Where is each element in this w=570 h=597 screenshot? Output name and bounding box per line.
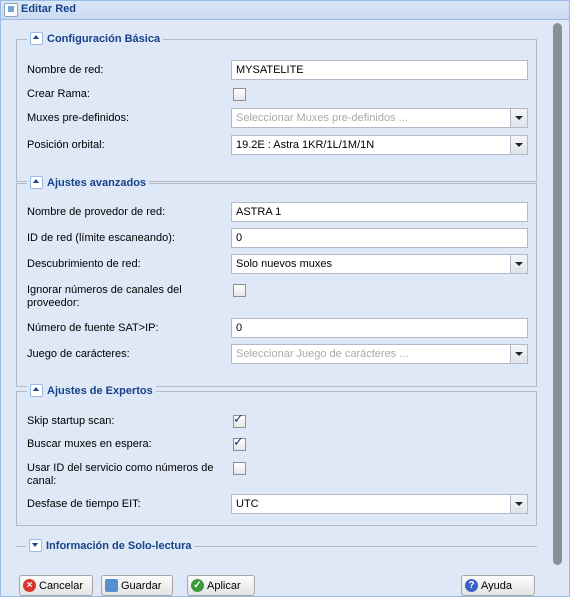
expert-settings-title: Ajustes de Expertos bbox=[47, 384, 153, 397]
save-button[interactable] bbox=[101, 575, 173, 596]
expand-down-icon[interactable] bbox=[29, 539, 42, 552]
cancel-icon: × bbox=[23, 579, 36, 592]
satip-source-input[interactable]: 0 bbox=[231, 318, 528, 338]
readonly-info-title: Información de Solo-lectura bbox=[46, 539, 192, 552]
save-button-label: Guardar bbox=[121, 579, 162, 592]
discovery-value: Solo nuevos muxes bbox=[236, 258, 332, 270]
advanced-settings-fieldset bbox=[16, 176, 537, 387]
expert-settings-legend bbox=[27, 384, 156, 397]
orbital-position-row bbox=[27, 135, 532, 155]
discovery-label: Descubrimiento de red: bbox=[27, 258, 141, 270]
predefined-muxes-label: Muxes pre-definidos: bbox=[27, 112, 130, 124]
scrollbar[interactable] bbox=[551, 21, 564, 569]
advanced-settings-legend bbox=[27, 176, 149, 189]
cancel-button[interactable] bbox=[19, 575, 93, 596]
skip-startup-scan-checkbox[interactable] bbox=[233, 411, 246, 428]
service-id-channel-label: Usar ID del servicio como números de canal: bbox=[27, 462, 214, 487]
idle-scan-checkbox[interactable] bbox=[233, 434, 246, 451]
checkmark-icon: ✓ bbox=[233, 411, 244, 426]
service-id-channel-checkbox[interactable] bbox=[233, 462, 246, 475]
help-icon: ? bbox=[465, 579, 478, 592]
predefined-muxes-combo[interactable] bbox=[231, 108, 528, 128]
charset-placeholder: Seleccionar Juego de carácteres ... bbox=[236, 348, 409, 360]
apply-icon: ✓ bbox=[191, 579, 204, 592]
collapse-up-icon[interactable] bbox=[30, 384, 43, 397]
basic-config-title: Configuración Básica bbox=[47, 32, 161, 45]
ignore-provider-numbers-row bbox=[27, 282, 532, 310]
basic-config-legend bbox=[27, 32, 163, 45]
idle-scan-row bbox=[27, 434, 532, 453]
window-icon bbox=[4, 3, 18, 17]
basic-config-fieldset bbox=[16, 32, 537, 182]
ignore-provider-numbers-checkbox[interactable] bbox=[233, 284, 246, 297]
ignore-provider-numbers-label: Ignorar números de canales del proveedor: bbox=[27, 284, 182, 309]
chevron-down-icon[interactable] bbox=[510, 255, 527, 273]
network-name-label: Nombre de red: bbox=[27, 64, 104, 76]
network-id-label: ID de red (límite escaneando): bbox=[27, 232, 175, 244]
help-button-label: Ayuda bbox=[481, 579, 512, 592]
network-name-row bbox=[27, 60, 532, 80]
satip-source-row bbox=[27, 318, 532, 338]
cancel-button-label: Cancelar bbox=[39, 579, 84, 592]
eit-offset-combo[interactable] bbox=[231, 494, 528, 514]
chevron-down-icon[interactable] bbox=[510, 136, 527, 154]
discovery-combo[interactable] bbox=[231, 254, 528, 274]
predefined-muxes-placeholder: Seleccionar Muxes pre-definidos ... bbox=[236, 112, 408, 124]
expert-settings-fieldset bbox=[16, 384, 537, 526]
readonly-info-legend[interactable] bbox=[26, 539, 194, 552]
satip-source-label: Número de fuente SAT>IP: bbox=[27, 322, 159, 334]
help-button[interactable] bbox=[461, 575, 535, 596]
checkmark-icon: ✓ bbox=[233, 434, 244, 449]
discovery-row bbox=[27, 254, 532, 274]
orbital-position-combo[interactable] bbox=[231, 135, 528, 155]
chevron-down-icon[interactable] bbox=[510, 495, 527, 513]
network-id-input[interactable]: 0 bbox=[231, 228, 528, 248]
chevron-down-icon[interactable] bbox=[510, 109, 527, 127]
charset-row bbox=[27, 344, 532, 364]
eit-offset-label: Desfase de tiempo EIT: bbox=[27, 498, 141, 510]
skip-startup-scan-row bbox=[27, 411, 532, 430]
scrollbar-thumb[interactable] bbox=[553, 23, 562, 565]
advanced-settings-title: Ajustes avanzados bbox=[47, 176, 147, 189]
skip-startup-scan-label: Skip startup scan: bbox=[27, 415, 115, 427]
title-bar bbox=[1, 1, 569, 20]
save-icon bbox=[105, 579, 118, 592]
button-bar bbox=[1, 571, 569, 596]
orbital-position-value: 19.2E : Astra 1KR/1L/1M/1N bbox=[236, 139, 375, 151]
eit-offset-row bbox=[27, 494, 532, 514]
orbital-position-label: Posición orbital: bbox=[27, 139, 105, 151]
charset-label: Juego de carácteres: bbox=[27, 348, 130, 360]
provider-name-row bbox=[27, 202, 532, 222]
network-id-row bbox=[27, 228, 532, 248]
create-branch-row bbox=[27, 86, 532, 102]
apply-button-label: Aplicar bbox=[207, 579, 241, 592]
predefined-muxes-row bbox=[27, 108, 532, 128]
window-title: Editar Red bbox=[21, 3, 77, 15]
collapse-up-icon[interactable] bbox=[30, 32, 43, 45]
chevron-down-icon[interactable] bbox=[510, 345, 527, 363]
create-branch-label: Crear Rama: bbox=[27, 88, 90, 100]
provider-name-label: Nombre de provedor de red: bbox=[27, 206, 166, 218]
service-id-channel-row bbox=[27, 460, 532, 488]
provider-name-input[interactable]: ASTRA 1 bbox=[231, 202, 528, 222]
form-body bbox=[6, 21, 564, 569]
charset-combo[interactable] bbox=[231, 344, 528, 364]
eit-offset-value: UTC bbox=[236, 498, 259, 510]
create-branch-checkbox[interactable] bbox=[233, 88, 246, 101]
apply-button[interactable] bbox=[187, 575, 255, 596]
collapse-up-icon[interactable] bbox=[30, 176, 43, 189]
idle-scan-label: Buscar muxes en espera: bbox=[27, 438, 152, 450]
network-name-input[interactable]: MYSATELITE bbox=[231, 60, 528, 80]
